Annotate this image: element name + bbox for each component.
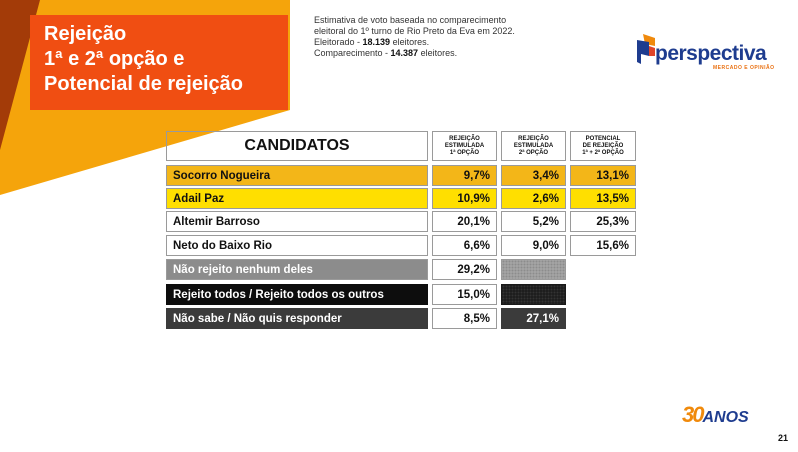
note-turnout: Comparecimento - 14.387 eleitores.: [314, 48, 458, 58]
anniversary-number: 30: [682, 402, 703, 427]
note-line-2: eleitoral do 1º turno de Rio Preto da Eva em 2022.: [314, 26, 515, 36]
row-value-first: 9,7%: [432, 165, 497, 186]
row-value-second: 2,6%: [501, 188, 566, 209]
row-name-reject-none: Não rejeito nenhum deles: [166, 259, 428, 280]
row-name-reject-all: Rejeito todos / Rejeito todos os outros: [166, 284, 428, 305]
row-value-second: 27,1%: [501, 308, 566, 329]
row-name-socorro-nogueira: Socorro Nogueira: [166, 165, 428, 186]
row-value-second: 9,0%: [501, 235, 566, 256]
anniversary-badge: [682, 402, 749, 428]
row-empty-second: [501, 284, 566, 305]
row-name-adail-paz: Adail Paz: [166, 188, 428, 209]
perspectiva-mark-icon: [635, 32, 657, 66]
row-value-first: 6,6%: [432, 235, 497, 256]
row-value-first: 20,1%: [432, 211, 497, 232]
row-value-potential: 15,6%: [570, 235, 636, 256]
row-name-dont-know: Não sabe / Não quis responder: [166, 308, 428, 329]
row-value-potential: 13,5%: [570, 188, 636, 209]
row-value-first: 10,9%: [432, 188, 497, 209]
row-empty-second: [501, 259, 566, 280]
header-rejection-second: REJEIÇÃO ESTIMULADA 2ª OPÇÃO: [501, 131, 566, 161]
row-name-altemir-barroso: Altemir Barroso: [166, 211, 428, 232]
logo-wordmark: perspectiva: [655, 42, 767, 65]
header-candidates: CANDIDATOS: [166, 131, 428, 161]
page-title-line-1: Rejeição: [44, 23, 127, 45]
row-value-potential: 25,3%: [570, 211, 636, 232]
methodology-note: [314, 15, 515, 59]
row-value-first: 8,5%: [432, 308, 497, 329]
row-value-first: 29,2%: [432, 259, 497, 280]
logo-tagline: MERCADO E OPINIÃO: [713, 65, 775, 71]
perspectiva-logo: [635, 30, 775, 75]
row-value-second: 3,4%: [501, 165, 566, 186]
page-title-line-3: Potencial de rejeição: [44, 73, 243, 95]
row-value-second: 5,2%: [501, 211, 566, 232]
header-rejection-first: REJEIÇÃO ESTIMULADA 1ª OPÇÃO: [432, 131, 497, 161]
page-number: 21: [778, 433, 789, 443]
note-electorate: Eleitorado - 18.139 eleitores.: [314, 37, 430, 47]
anniversary-word: ANOS: [702, 409, 749, 426]
page-title-line-2: 1ª e 2ª opção e: [44, 48, 185, 70]
note-line-1: Estimativa de voto baseada no comparecimento: [314, 15, 507, 25]
row-name-neto-do-baixo-rio: Neto do Baixo Rio: [166, 235, 428, 256]
row-value-potential: 13,1%: [570, 165, 636, 186]
header-rejection-potential: POTENCIAL DE REJEIÇÃO 1ª + 2ª OPÇÃO: [570, 131, 636, 161]
row-value-first: 15,0%: [432, 284, 497, 305]
